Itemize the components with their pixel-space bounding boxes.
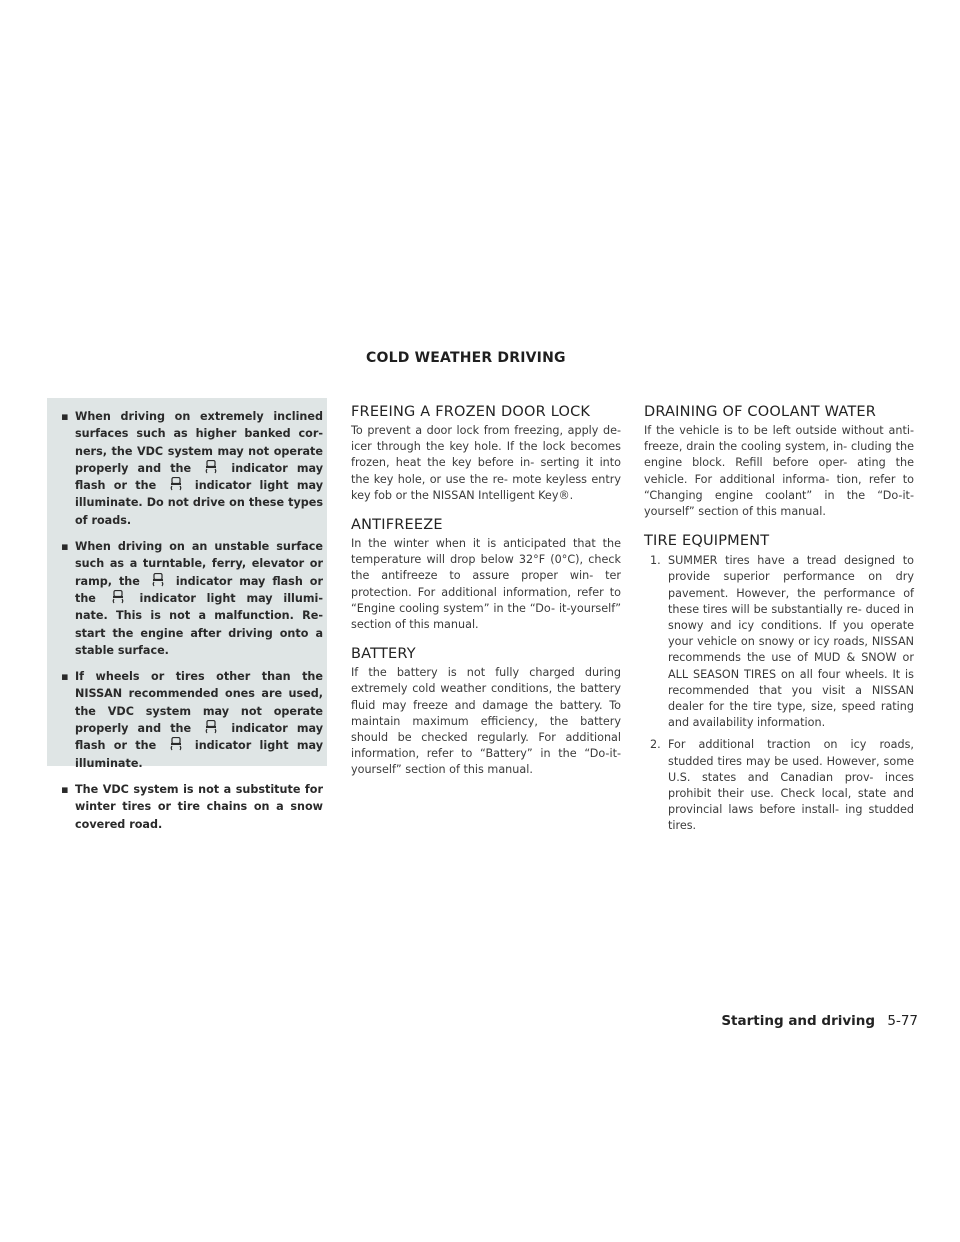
tire-list [644,553,914,834]
battery-heading: BATTERY [351,646,416,663]
vdc-skid-icon [203,720,219,734]
warning-text: indicator may flash or the [75,461,323,493]
warning-text: When driving on extremely inclined surfaces such as higher banked cor- ners, the VDC system may not operate properly and the [75,410,323,475]
bullet: ▪ [61,782,69,796]
vdc-skid-icon [150,573,166,587]
vdc-skid-icon [203,460,219,474]
warning-text: indicator may flash or the [75,722,323,753]
warning-text: indicator may flash or the [75,574,323,605]
right-column [644,404,914,841]
warning-text: The VDC system is not a substitute for winter tires or tire chains on a snow covered road. [75,782,323,831]
list-number: 2. [650,738,661,752]
list-item [644,737,914,834]
warning-text: indicator light may illuminate. Do not drive on these types of roads. [75,479,324,527]
list-number: 1. [650,554,661,568]
warning-box [47,398,327,831]
bullet: ▪ [61,540,69,554]
warning-text: indicator light may illuminate. [75,739,324,770]
list-item [644,553,914,731]
antifreeze-heading: ANTIFREEZE [351,517,443,534]
draining-heading: DRAINING OF COOLANT WATER [644,404,877,420]
draining-text: If the vehicle is to be left outside without anti-freeze, drain the cooling system, in- cluding the engine block. Refill before oper- ating the vehicle. For additional informa- tion, refer to “Changing engine coolant” in the “Do-it-yourself” section of this manual. [644,424,914,519]
page-footer [721,1013,918,1029]
warning-text: indicator light may illumi- nate. This is not a malfunction. Re- start the engine after driving onto a stable surface. [75,591,323,657]
middle-column [351,404,621,792]
list-text: For additional traction on icy roads, studded tires may be used. However, some U.S. states and Canadian prov- inces prohibit their use. Check local, state and provincial laws before install- ing studded tires. [668,738,914,833]
bullet: ▪ [61,410,69,423]
antifreeze-text: In the winter when it is anticipated that the temperature will drop below 32°F (0°C), check the antifreeze to assure proper win- ter protection. For additional information, refer to “Engine cooling system” in the “Do- it-yourself” section of this manual. [351,537,621,632]
list-text: SUMMER tires have a tread designed to provide superior performance on dry pavement. However, the performance of these tires will be substantially re- duced in snowy and icy conditions. If you operate your vehicle on snowy or icy roads, NISSAN recommends the use of MUD & SNOW or ALL SEASON TIRES on all four wheels. It is recommended that you visit a NISSAN dealer for the tire type, size, speed rating and availability information. [668,554,914,730]
freezing-text: To prevent a door lock from freezing, apply de-icer through the key hole. If the lock becomes frozen, heat the key before in- serting it into the key hole, or use the re- mote keyless entry key fob or the NISSAN Intelligent Key®. [351,424,621,502]
vdc-skid-icon [168,737,184,751]
warning-text: When driving on an unstable surface such as a turntable, ferry, elevator or ramp, the [75,540,323,588]
warning-item [55,781,323,833]
bullet: ▪ [61,670,69,684]
vdc-skid-icon [110,590,126,604]
warning-item [55,668,323,772]
warning-item [55,538,323,659]
tire-heading: TIRE EQUIPMENT [644,533,770,550]
page-number: 5-77 [887,1013,918,1029]
battery-text: If the battery is not fully charged during extremely cold weather conditions, the battery fluid may freeze and damage the battery. To maintain maximum efficiency, the battery should be checked regularly. For additional information, refer to “Battery” in the “Do-it-yourself” section of this manual. [351,666,621,777]
warning-item [55,408,323,529]
freezing-heading: FREEING A FROZEN DOOR LOCK [351,404,591,420]
footer-section-name: Starting and driving [721,1013,876,1029]
vdc-skid-icon [168,477,184,491]
warning-text: If wheels or tires other than the NISSAN recommended ones are used, the VDC system may not operate properly and the [75,670,323,736]
section-title: COLD WEATHER DRIVING [366,350,566,366]
